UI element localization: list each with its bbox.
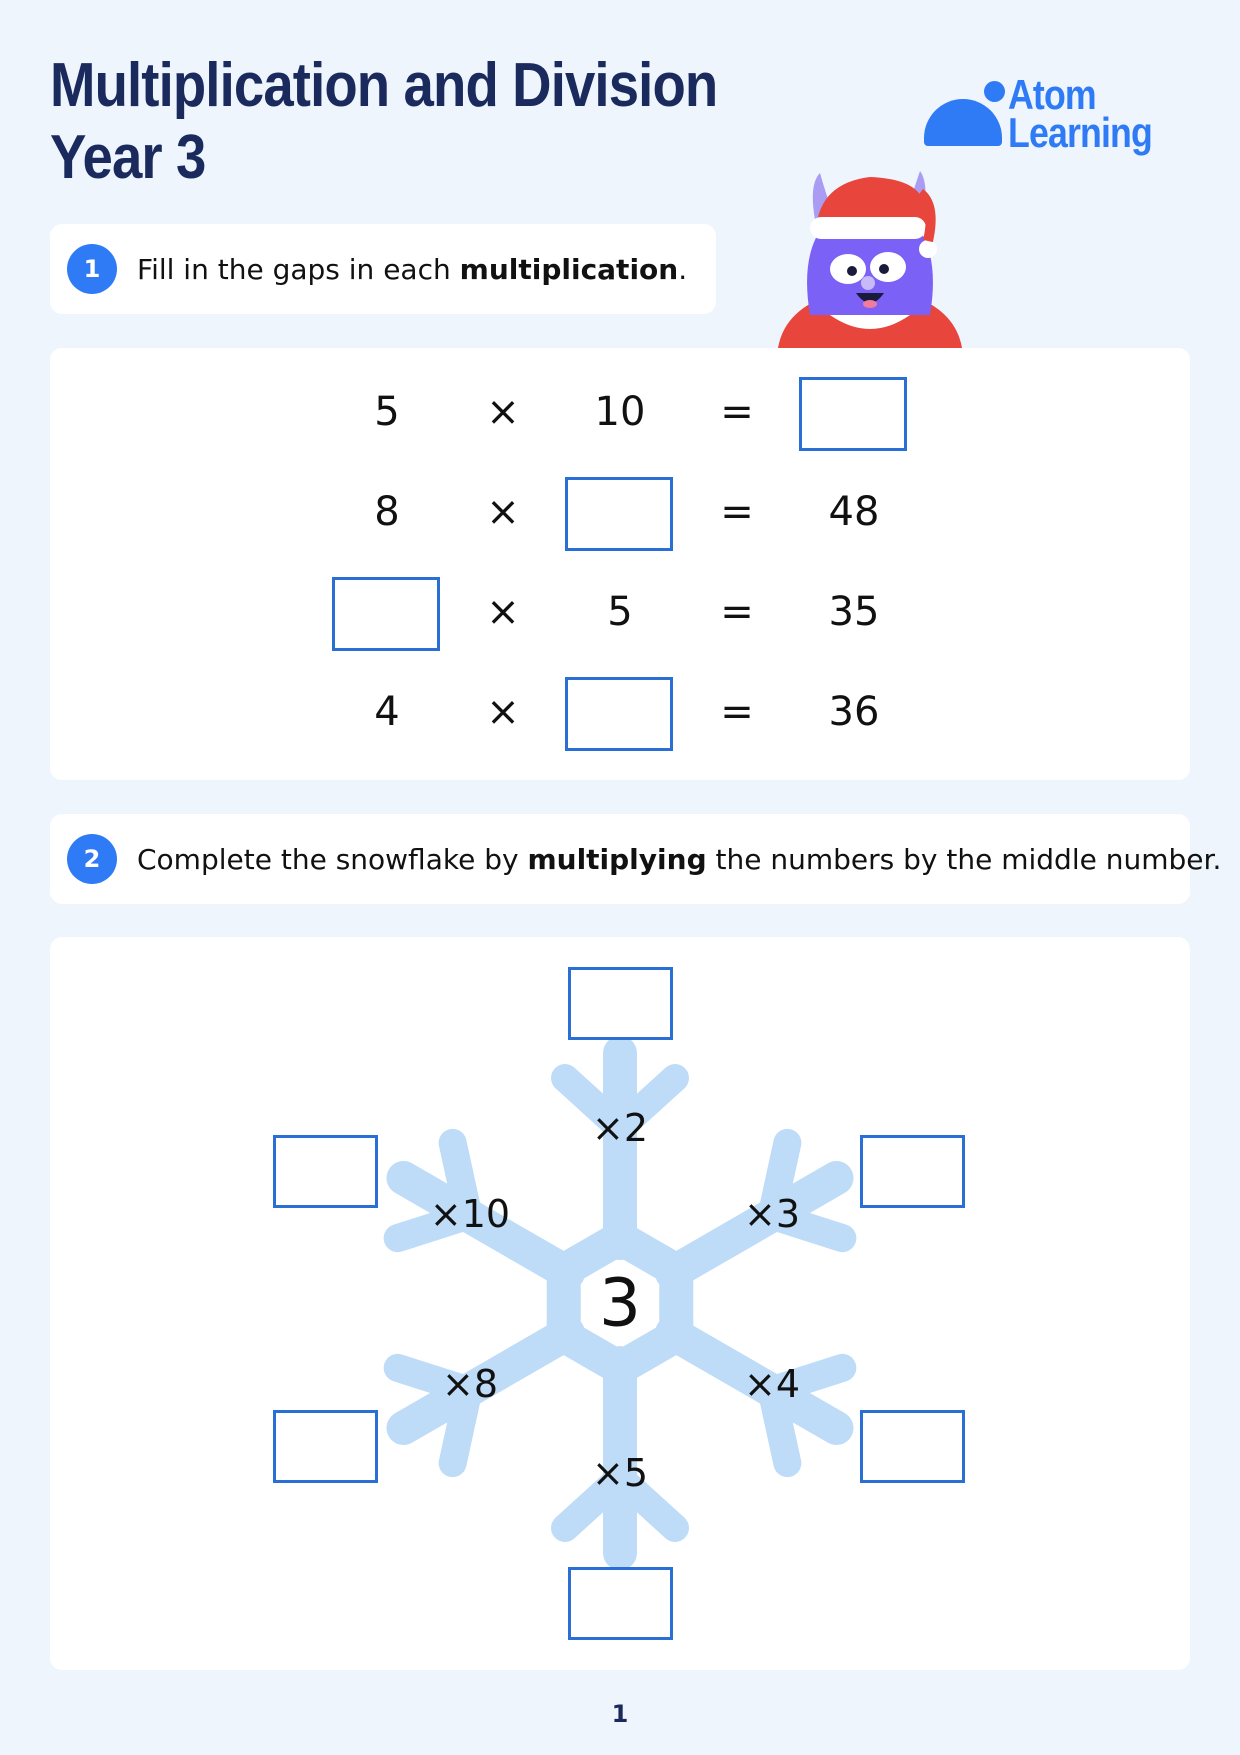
logo-dot-icon (984, 81, 1005, 102)
equation-operand: 10 (594, 389, 646, 435)
equation-result: 35 (828, 589, 880, 635)
multiplier-label: ×3 (743, 1192, 801, 1236)
equation-result: 48 (828, 489, 880, 535)
snowflake-answer-box-upper-right[interactable] (860, 1135, 965, 1208)
snowflake-answer-box-bottom[interactable] (568, 1567, 673, 1640)
times-symbol: × (486, 489, 520, 535)
snowflake-answer-box-upper-left[interactable] (273, 1135, 378, 1208)
snowflake-center-number: 3 (599, 1264, 641, 1342)
monster-mascot-icon (770, 165, 970, 348)
times-symbol: × (486, 389, 520, 435)
instruction-text-part: . (678, 252, 688, 286)
instruction-bold-word: multiplication (459, 252, 679, 286)
multiplier-label: ×5 (591, 1451, 649, 1495)
equation-operand: 4 (374, 689, 400, 735)
equation-result: 36 (828, 689, 880, 735)
equation-operand: 5 (374, 389, 400, 435)
snowflake-diagram (50, 937, 1190, 1670)
snowflake-panel (50, 937, 1190, 1670)
multiplier-label: ×4 (743, 1362, 801, 1406)
snowflake-answer-box-lower-right[interactable] (860, 1410, 965, 1483)
instruction-text-part: the numbers by the middle number. (706, 842, 1222, 876)
equals-symbol: = (720, 689, 754, 735)
equals-symbol: = (720, 589, 754, 635)
logo-text (1008, 71, 1152, 156)
title-line-2: Year 3 (50, 123, 206, 192)
snowflake-answer-box-top[interactable] (568, 967, 673, 1040)
instruction-bold-word: multiplying (527, 842, 707, 876)
instruction-text-part: Complete the snowflake by (137, 842, 528, 876)
question-number-badge: 1 (67, 244, 117, 294)
answer-box[interactable] (565, 477, 673, 551)
equations-panel (50, 348, 1190, 780)
question-1-text (137, 253, 687, 286)
page-number: 1 (611, 1700, 629, 1728)
logo-dome-icon (924, 99, 1002, 146)
logo-word-2: Learning (1008, 109, 1152, 156)
answer-box[interactable] (332, 577, 440, 651)
title-line-1: Multiplication and Division (50, 51, 718, 120)
logo-word-1: Atom (1008, 71, 1096, 118)
times-symbol: × (486, 589, 520, 635)
instruction-text-part: Fill in the gaps in each (137, 252, 460, 286)
page-title (50, 50, 717, 194)
multiplier-label: ×10 (429, 1192, 511, 1236)
answer-box[interactable] (799, 377, 907, 451)
question-number-badge: 2 (67, 834, 117, 884)
equals-symbol: = (720, 389, 754, 435)
multiplier-label: ×8 (441, 1362, 499, 1406)
atom-learning-logo (924, 71, 1170, 158)
answer-box[interactable] (565, 677, 673, 751)
times-symbol: × (486, 689, 520, 735)
equals-symbol: = (720, 489, 754, 535)
question-1-instruction (50, 224, 716, 314)
question-2-instruction (50, 814, 1222, 904)
multiplier-label: ×2 (591, 1106, 649, 1150)
question-2-text (137, 843, 1221, 876)
equation-operand: 5 (607, 589, 633, 635)
snowflake-answer-box-lower-left[interactable] (273, 1410, 378, 1483)
equation-operand: 8 (374, 489, 400, 535)
